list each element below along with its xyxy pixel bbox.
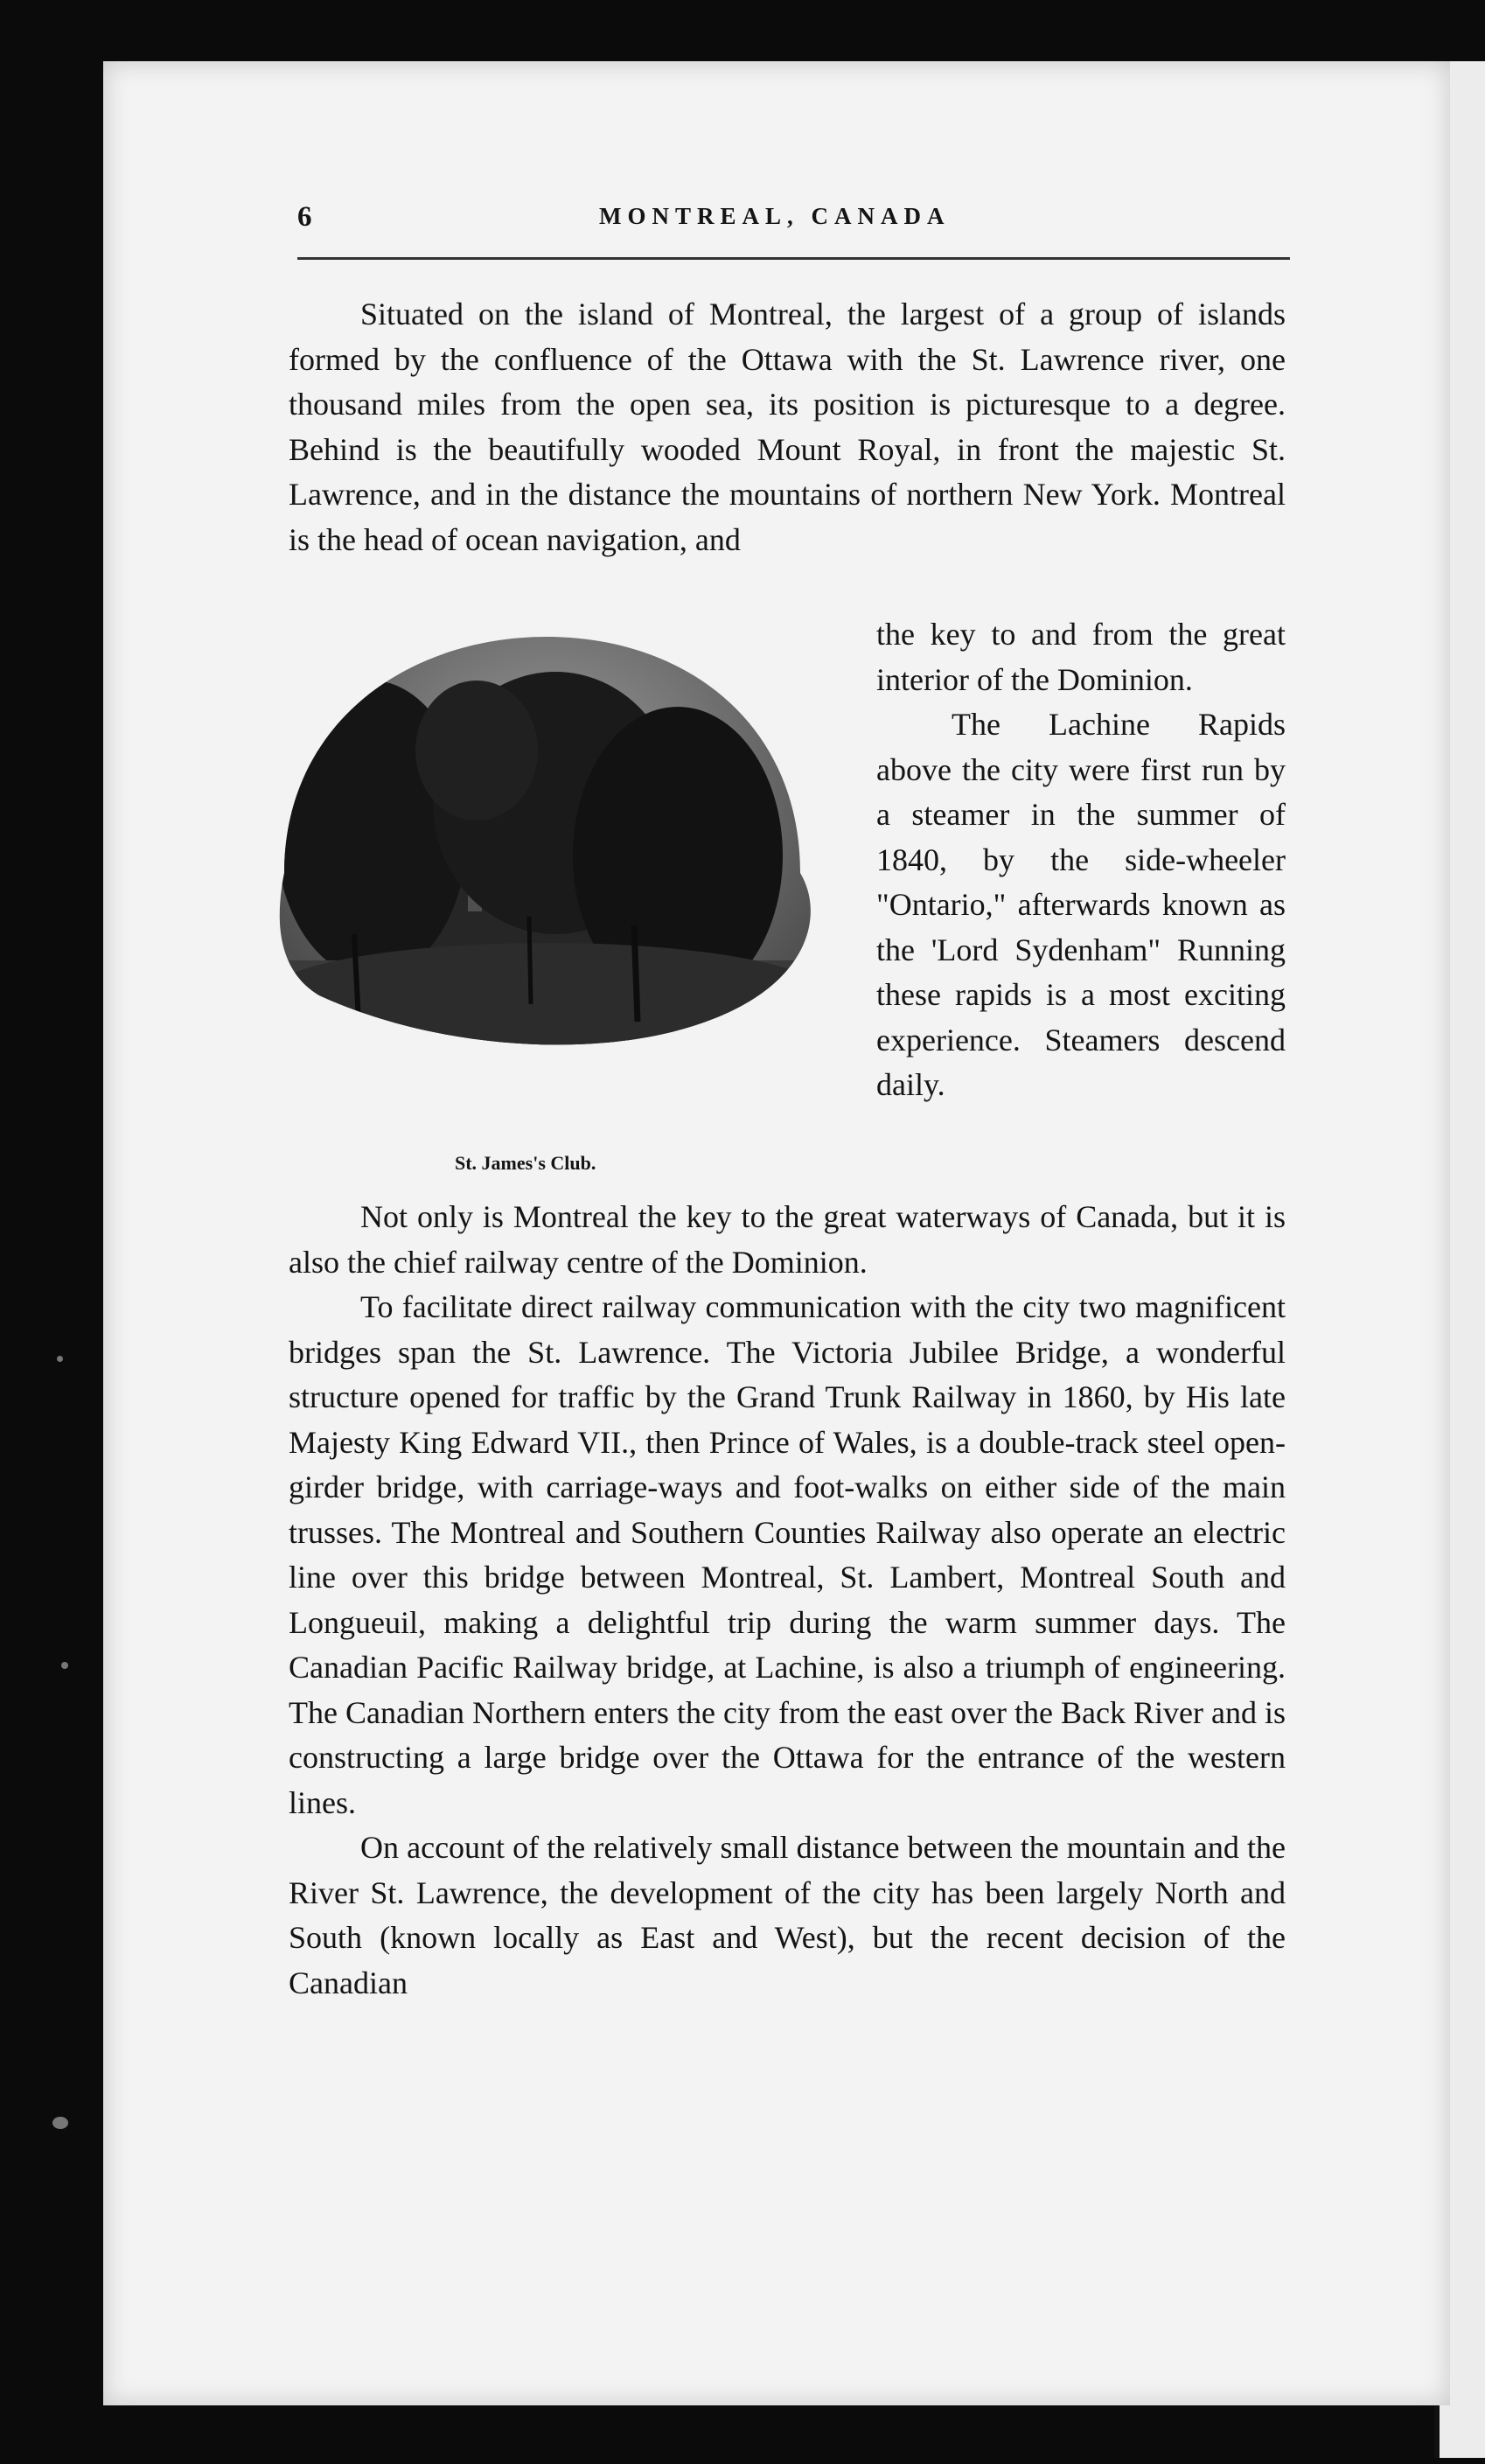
running-head: MONTREAL, CANADA <box>599 203 951 229</box>
building-photo-image <box>267 628 835 1135</box>
paragraph-4: To facilitate direct railway communication with the city two magnificent bridges span the St. Lawrence. The Victoria Jubilee Bridge, a wonderful structure opened for traffic by the Grand Trunk Railway in 1860, by His late Majesty King Edward VII., then Prince of Wales, is a double-track steel open-girder bridge, with carriage-ways and foot-walks on either side of the main trusses. The Montreal and Southern Counties Railway also operate an electric line over this bridge between Montreal, St. Lambert, Montreal South and Longueuil, making a delightful trip during the warm summer days. The Canadian Pacific Railway bridge, at Lachine, is also a triumph of engineering. The Canadian Northern enters the city from the east over the Back River and is constructing a large bridge over the Ottawa for the entrance of the western lines. <box>289 1289 1286 1820</box>
paragraph-3: Not only is Montreal the key to the great waterways of Canada, but it is also the chief railway centre of the Dominion. <box>289 1199 1286 1280</box>
scan-speck <box>52 2117 68 2129</box>
paragraph-1: Situated on the island of Montreal, the largest of a group of islands formed by the confluence of the Ottawa with the St. Lawrence river, one thousand miles from the open sea, its position is picturesque to a degree. Behind is the beautifully wooded Mount Royal, in front the majestic St. Lawrence, and in the distance the mountains of northern New York. Montreal is the head of ocean navigation, and <box>289 297 1286 557</box>
st-james-club-photo <box>267 628 835 1135</box>
header-rule <box>297 257 1290 260</box>
paragraph-2: The Lachine Rapids above the city were first run by a steamer in the summer of 1840, by the side-wheeler "Ontario," afterwards known as the 'Lord Sydenham" Running these rapids is a most exciting experience. Steamers descend daily. <box>876 707 1286 1102</box>
paragraph-1-continued: the key to and from the great interior of the Dominion. <box>876 617 1286 697</box>
paragraph-lower-block <box>289 1195 1286 2006</box>
page-header <box>297 201 1290 247</box>
page-number: 6 <box>297 201 312 233</box>
photo-caption: St. James's Club. <box>455 1152 596 1174</box>
scan-speck <box>61 1662 68 1669</box>
paragraph-opening <box>289 292 1286 562</box>
paragraph-side-column <box>876 612 1286 1108</box>
scan-speck <box>57 1356 63 1362</box>
paragraph-5: On account of the relatively small distance between the mountain and the River St. Lawrence, the development of the city has been largely North and South (known locally as East and West), but the recent decision of the Canadian <box>289 1830 1286 2000</box>
